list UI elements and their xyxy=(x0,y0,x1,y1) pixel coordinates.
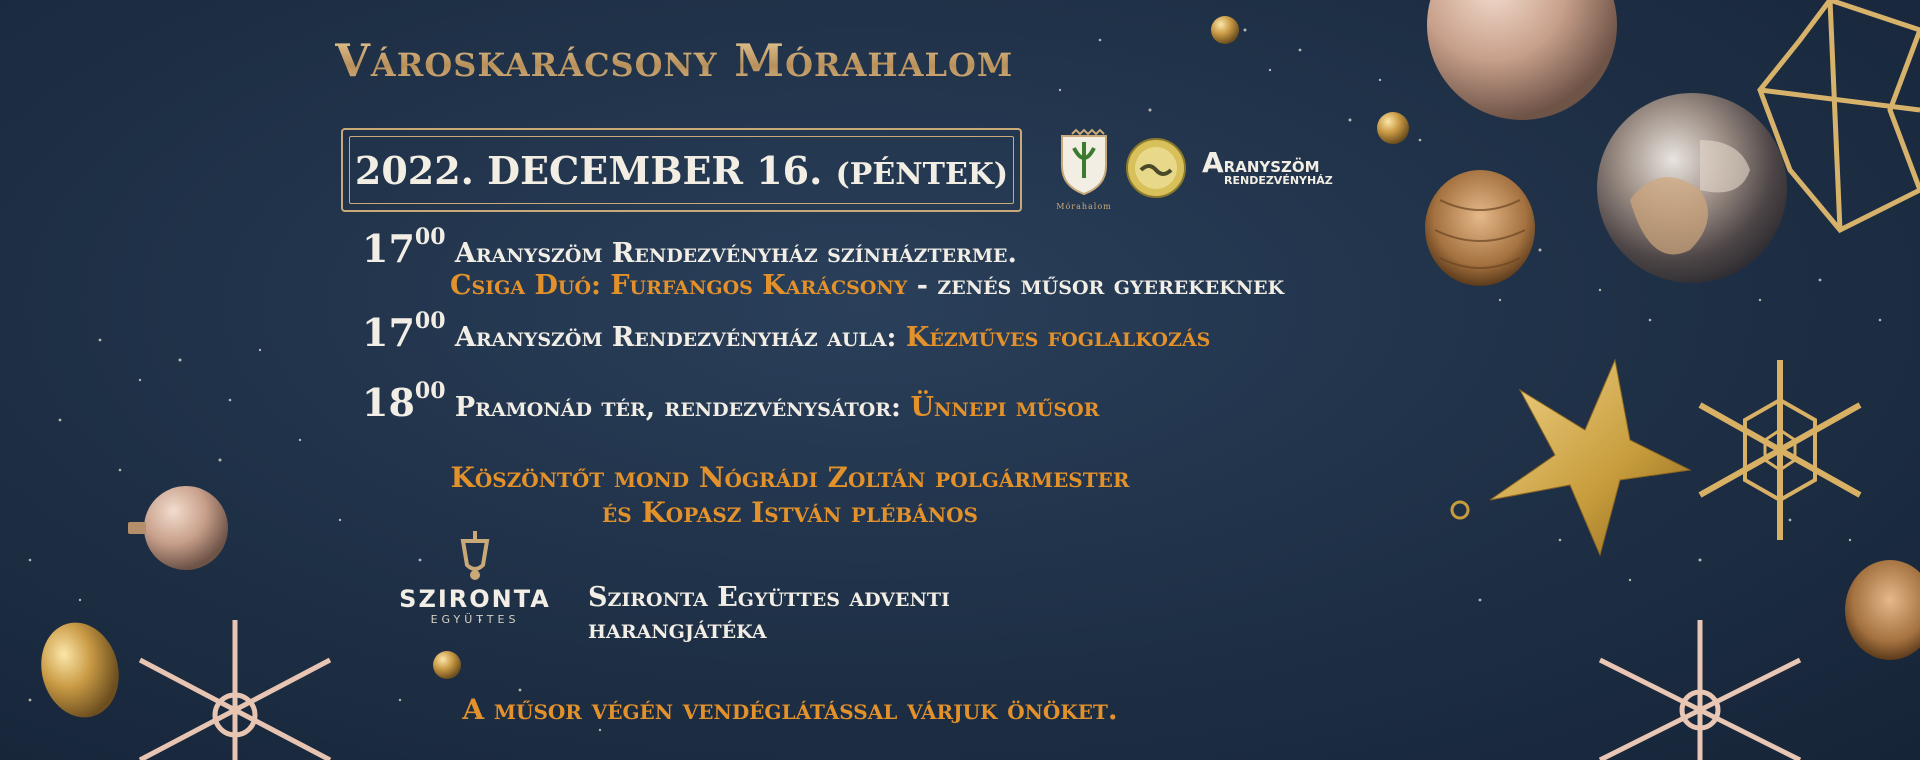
footer-note: A műsor végén vendéglátással várjuk önöket. xyxy=(462,693,1118,726)
morahalom-logo-text: Mórahalom xyxy=(1056,202,1112,211)
snowflake-gold xyxy=(1700,360,1860,540)
handshake-seal-icon xyxy=(1125,137,1187,199)
ornament-ball-gold-small-3 xyxy=(433,651,461,679)
program-place-3: Pramonád tér, rendezvénysátor: xyxy=(454,392,911,423)
snowflake-pink-right xyxy=(1600,620,1800,760)
program-item-1 xyxy=(362,226,1017,271)
gold-star xyxy=(1452,360,1690,555)
aranyszom-logo-top: RANYSZÖM xyxy=(1223,158,1320,176)
program-place-1: Aranyszöm Rendezvényház színházterme. xyxy=(454,238,1017,269)
program-time-1 xyxy=(362,226,446,271)
event-date xyxy=(343,148,1020,193)
aranyszom-a-icon: A xyxy=(1202,146,1224,179)
time-min-2: 00 xyxy=(414,308,446,334)
szironta-logo-name: SZIRONTA xyxy=(399,585,551,613)
date-main: 2022. DECEMBER 16. xyxy=(354,148,823,193)
ornament-ball-gold-small-1 xyxy=(1211,16,1239,44)
time-hour-2: 17 xyxy=(362,310,415,355)
time-hour-1: 17 xyxy=(362,226,415,271)
ornament-ball-gold-small-2 xyxy=(1377,112,1409,144)
date-frame xyxy=(341,128,1022,212)
greeting-line-2: és Kopasz István plébános xyxy=(602,496,978,529)
time-min-3: 00 xyxy=(414,378,446,404)
ornament-ball-pink-top xyxy=(1427,0,1617,120)
szironta-logo xyxy=(385,525,565,645)
program-highlight-1: Csiga Duó: Furfangos Karácsony xyxy=(450,270,908,301)
szironta-line-1: Szironta Együttes adventi xyxy=(588,582,950,613)
program-item-2 xyxy=(362,310,1210,355)
association-logo xyxy=(1125,137,1187,199)
poster-title: Városkarácsony Mórahalom xyxy=(335,34,1014,87)
time-hour-3: 18 xyxy=(362,380,415,425)
program-item-1-detail xyxy=(450,270,1284,301)
program-highlight-3: Ünnepi műsor xyxy=(910,392,1100,423)
program-time-3 xyxy=(362,380,446,425)
morahalom-crest-icon xyxy=(1052,128,1116,198)
bell-icon xyxy=(445,525,505,585)
program-sep-1: - xyxy=(907,270,938,301)
date-day: (PÉNTEK) xyxy=(835,157,1009,192)
walnut-gold xyxy=(31,614,129,726)
program-rest-1: zenés műsor gyerekeknek xyxy=(937,270,1285,301)
program-highlight-2: Kézműves foglalkozás xyxy=(905,322,1211,353)
program-time-2 xyxy=(362,310,446,355)
aranyszom-logo-bottom: RENDEZVÉNYHÁZ xyxy=(1224,174,1333,187)
aranyszom-logo xyxy=(1202,146,1342,192)
morahalom-logo xyxy=(1052,128,1116,210)
pine-cone-2 xyxy=(1845,560,1920,660)
program-item-3 xyxy=(362,380,1099,425)
ornament-ball-marble xyxy=(1597,93,1787,283)
ornament-ball-pink-left xyxy=(128,486,228,570)
program-place-2: Aranyszöm Rendezvényház aula: xyxy=(454,322,906,353)
szironta-logo-sub: EGYÜTTES xyxy=(430,613,520,626)
szironta-line-2: harangjátéka xyxy=(588,614,767,645)
greeting-line-1: Köszöntőt mond Nógrádi Zoltán polgármester xyxy=(450,461,1130,494)
time-min-1: 00 xyxy=(414,224,446,250)
snowflake-pink-left xyxy=(140,620,330,760)
pine-cone-1 xyxy=(1425,170,1535,286)
